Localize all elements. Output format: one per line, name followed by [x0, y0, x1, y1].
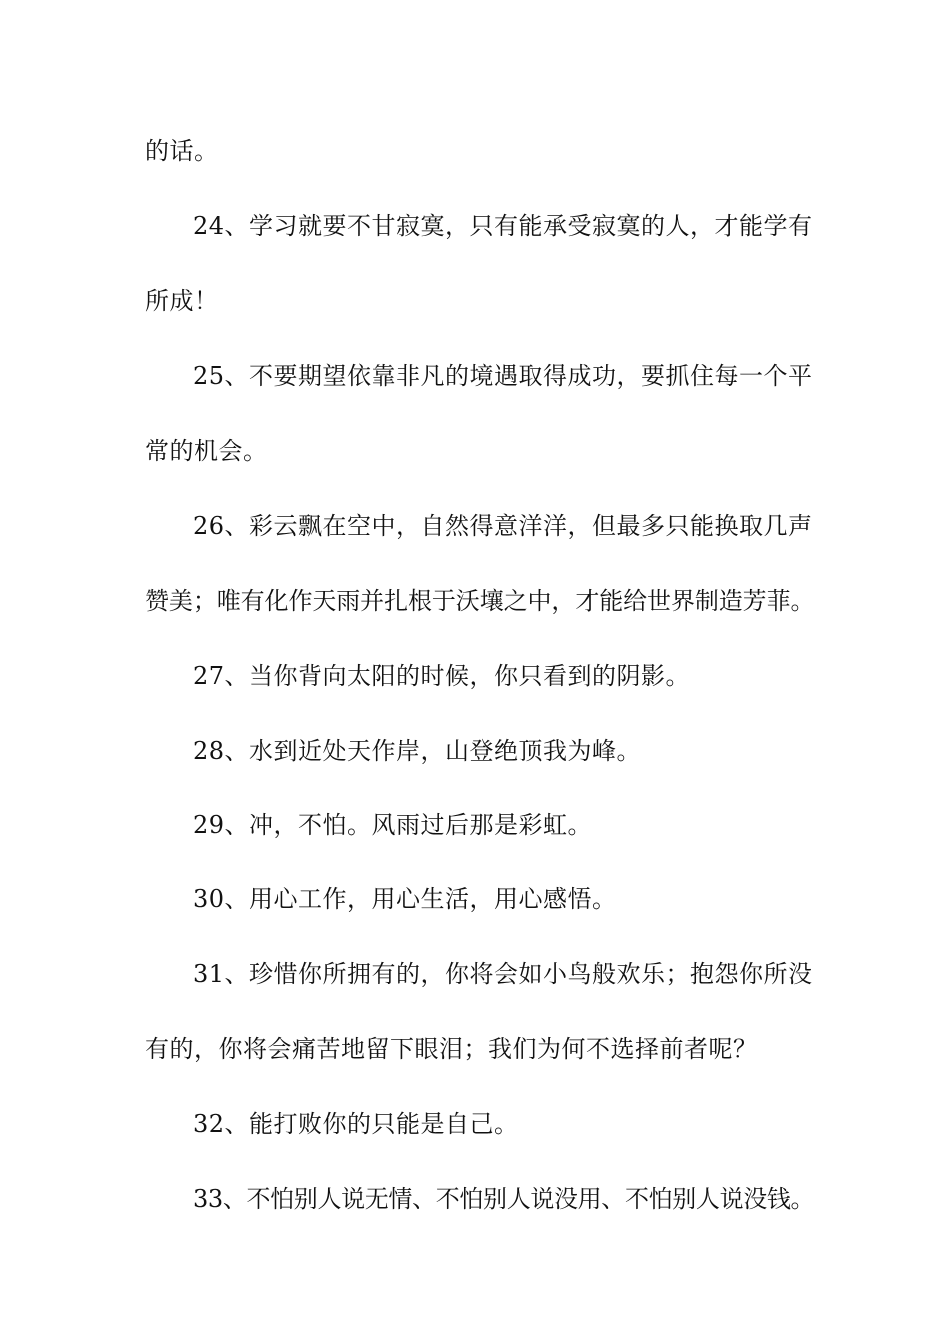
text-line: 赞美；唯有化作天雨并扎根于沃壤之中，才能给世界制造芳菲。 — [145, 587, 815, 615]
text-line: 33、不怕别人说无情、不怕别人说没用、不怕别人说没钱。 — [193, 1185, 815, 1213]
text-line: 的话。 — [145, 137, 219, 165]
text-line: 所成！ — [145, 287, 219, 315]
text-line: 有的，你将会痛苦地留下眼泪；我们为何不选择前者呢？ — [145, 1035, 758, 1063]
text-line: 25、不要期望依靠非凡的境遇取得成功，要抓住每一个平 — [193, 362, 813, 390]
text-line: 26、彩云飘在空中，自然得意洋洋，但最多只能换取几声 — [193, 512, 813, 540]
text-line: 31、珍惜你所拥有的，你将会如小鸟般欢乐；抱怨你所没 — [193, 960, 813, 988]
text-line: 24、学习就要不甘寂寞，只有能承受寂寞的人，才能学有 — [193, 212, 813, 240]
text-line: 27、当你背向太阳的时候，你只看到的阴影。 — [193, 662, 691, 690]
text-line: 28、水到近处天作岸，山登绝顶我为峰。 — [193, 737, 642, 765]
text-line: 29、冲，不怕。风雨过后那是彩虹。 — [193, 811, 593, 839]
text-line: 32、能打败你的只能是自己。 — [193, 1110, 519, 1138]
text-line: 30、用心工作，用心生活，用心感悟。 — [193, 885, 617, 913]
text-line: 常的机会。 — [145, 437, 268, 465]
